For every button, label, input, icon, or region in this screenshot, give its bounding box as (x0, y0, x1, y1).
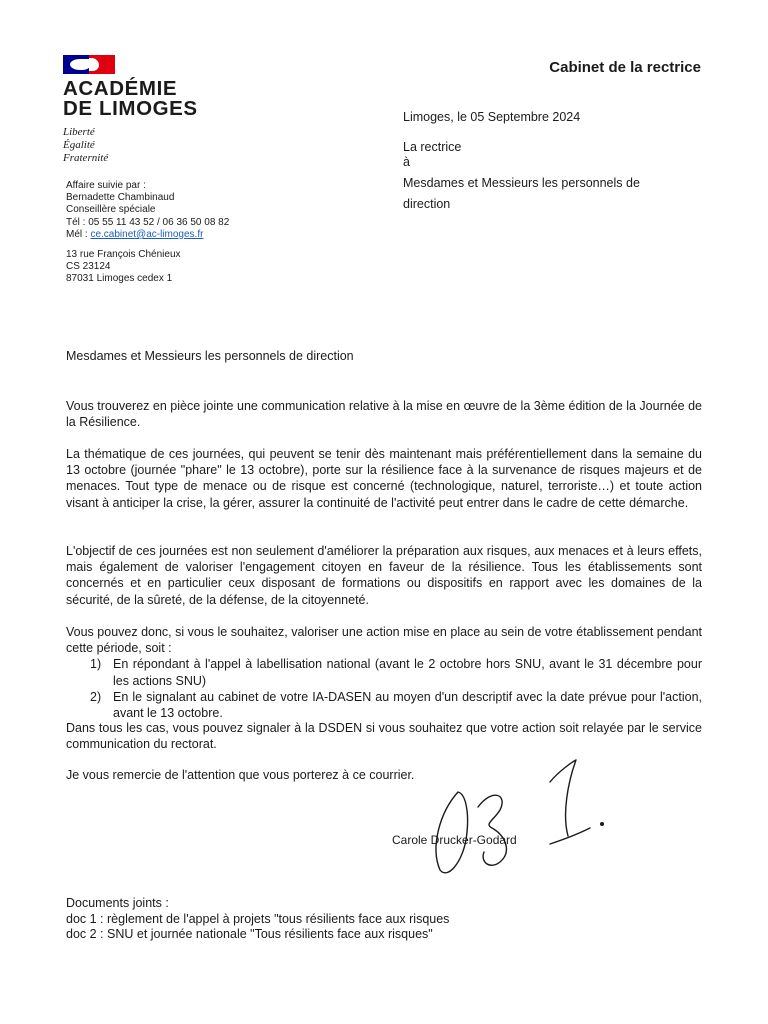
to-word: à (403, 155, 410, 169)
list-number: 2) (90, 689, 102, 704)
contact-line: Bernadette Chambinaud (66, 192, 175, 204)
attachments-block (66, 896, 449, 943)
address-line: 13 rue François Chénieux (66, 249, 181, 260)
marianne-flag-icon (63, 55, 115, 74)
recipient-line2: direction (403, 197, 451, 211)
list-text: En le signalant au cabinet de votre IA-DASEN au moyen d'un descriptif avec la date prévue pour l'action, avant le 13 octobre. (113, 689, 702, 721)
contact-email-link[interactable]: ce.cabinet@ac-limoges.fr (90, 228, 204, 240)
paragraph-theme: La thématique de ces journées, qui peuvent se tenir dès maintenant mais préférentiellement dans la semaine du 13 octobre (journée "phare" le 13 octobre), porte sur la résilience face à la survenance de risques majeurs et de menaces. Tout type de menace ou de risque est concerné (technologique, naturel, terroriste…) et toute action visant à anticiper la crise, la gérer, assurer la continuité de l'activité peut entrer dans le cadre de cette démarche. (66, 447, 702, 510)
attachment-item: doc 1 : règlement de l'appel à projets "tous résilients face aux risques (66, 911, 450, 926)
recipient-block (403, 137, 640, 214)
motto-liberte: Liberté (63, 126, 95, 138)
motto-fraternite: Fraternité (63, 152, 109, 164)
sender: La rectrice (403, 140, 462, 154)
paragraph-dsden: Dans tous les cas, vous pouvez signaler à la DSDEN si vous souhaitez que votre action soit relayée par le service communication du rectorat. (66, 721, 702, 752)
institution-line2: DE LIMOGES (63, 97, 198, 120)
institution-line1: ACADÉMIE (63, 77, 178, 100)
address-block (66, 249, 181, 286)
contact-line: Affaire suivie par : (66, 180, 146, 191)
contact-block (66, 180, 229, 241)
paragraph-options (66, 624, 702, 721)
list-item (66, 656, 702, 688)
handwritten-signature (400, 752, 620, 882)
republic-motto (63, 126, 198, 165)
list-text: En répondant à l'appel à labellisation national (avant le 2 octobre hors SNU, avant le 31 décembre pour les actions SNU) (113, 657, 702, 688)
paragraph-objective: L'objectif de ces journées est non seulement d'améliorer la préparation aux risques, aux menaces et à leurs effets, mais également de valoriser l'engagement citoyen en faveur de la résilience. Tous les établissements sont concernés et en particulier ceux disposant de formations ou dispositifs en rapport avec les domaines de la sécurité, de la sûreté, de la défense, de la citoyenneté. (66, 544, 702, 607)
paragraph-intro: Vous trouverez en pièce jointe une communication relative à la mise en œuvre de la 3ème édition de la Journée de la Résilience. (66, 399, 702, 430)
list-item (66, 689, 702, 721)
letter-date: Limoges, le 05 Septembre 2024 (403, 110, 581, 124)
address-line: 87031 Limoges cedex 1 (66, 273, 173, 285)
mail-label: Mél : (66, 228, 91, 240)
contact-line: Tél : 05 55 11 43 52 / 06 36 50 08 82 (66, 216, 230, 228)
attachments-heading: Documents joints : (66, 896, 169, 910)
contact-line: Conseillère spéciale (66, 204, 156, 216)
closing-line: Je vous remercie de l'attention que vous porterez à ce courrier. (66, 768, 415, 782)
motto-egalite: Égalité (63, 139, 95, 151)
signatory-name: Carole Drucker-Godard (392, 833, 517, 847)
office-title: Cabinet de la rectrice (549, 59, 701, 76)
recipient-line1: Mesdames et Messieurs les personnels de (403, 176, 640, 190)
options-list (66, 656, 702, 721)
options-intro: Vous pouvez donc, si vous le souhaitez, valoriser une action mise en place au sein de votre établissement pendant cette période, soit : (66, 625, 702, 656)
attachment-item: doc 2 : SNU et journée nationale "Tous résilients face aux risques" (66, 927, 433, 942)
contact-mail-line (66, 229, 229, 241)
salutation: Mesdames et Messieurs les personnels de direction (66, 349, 354, 363)
list-number: 1) (90, 657, 102, 672)
address-line: CS 23124 (66, 261, 111, 273)
institution-name (63, 79, 198, 119)
academie-logo (63, 55, 198, 165)
